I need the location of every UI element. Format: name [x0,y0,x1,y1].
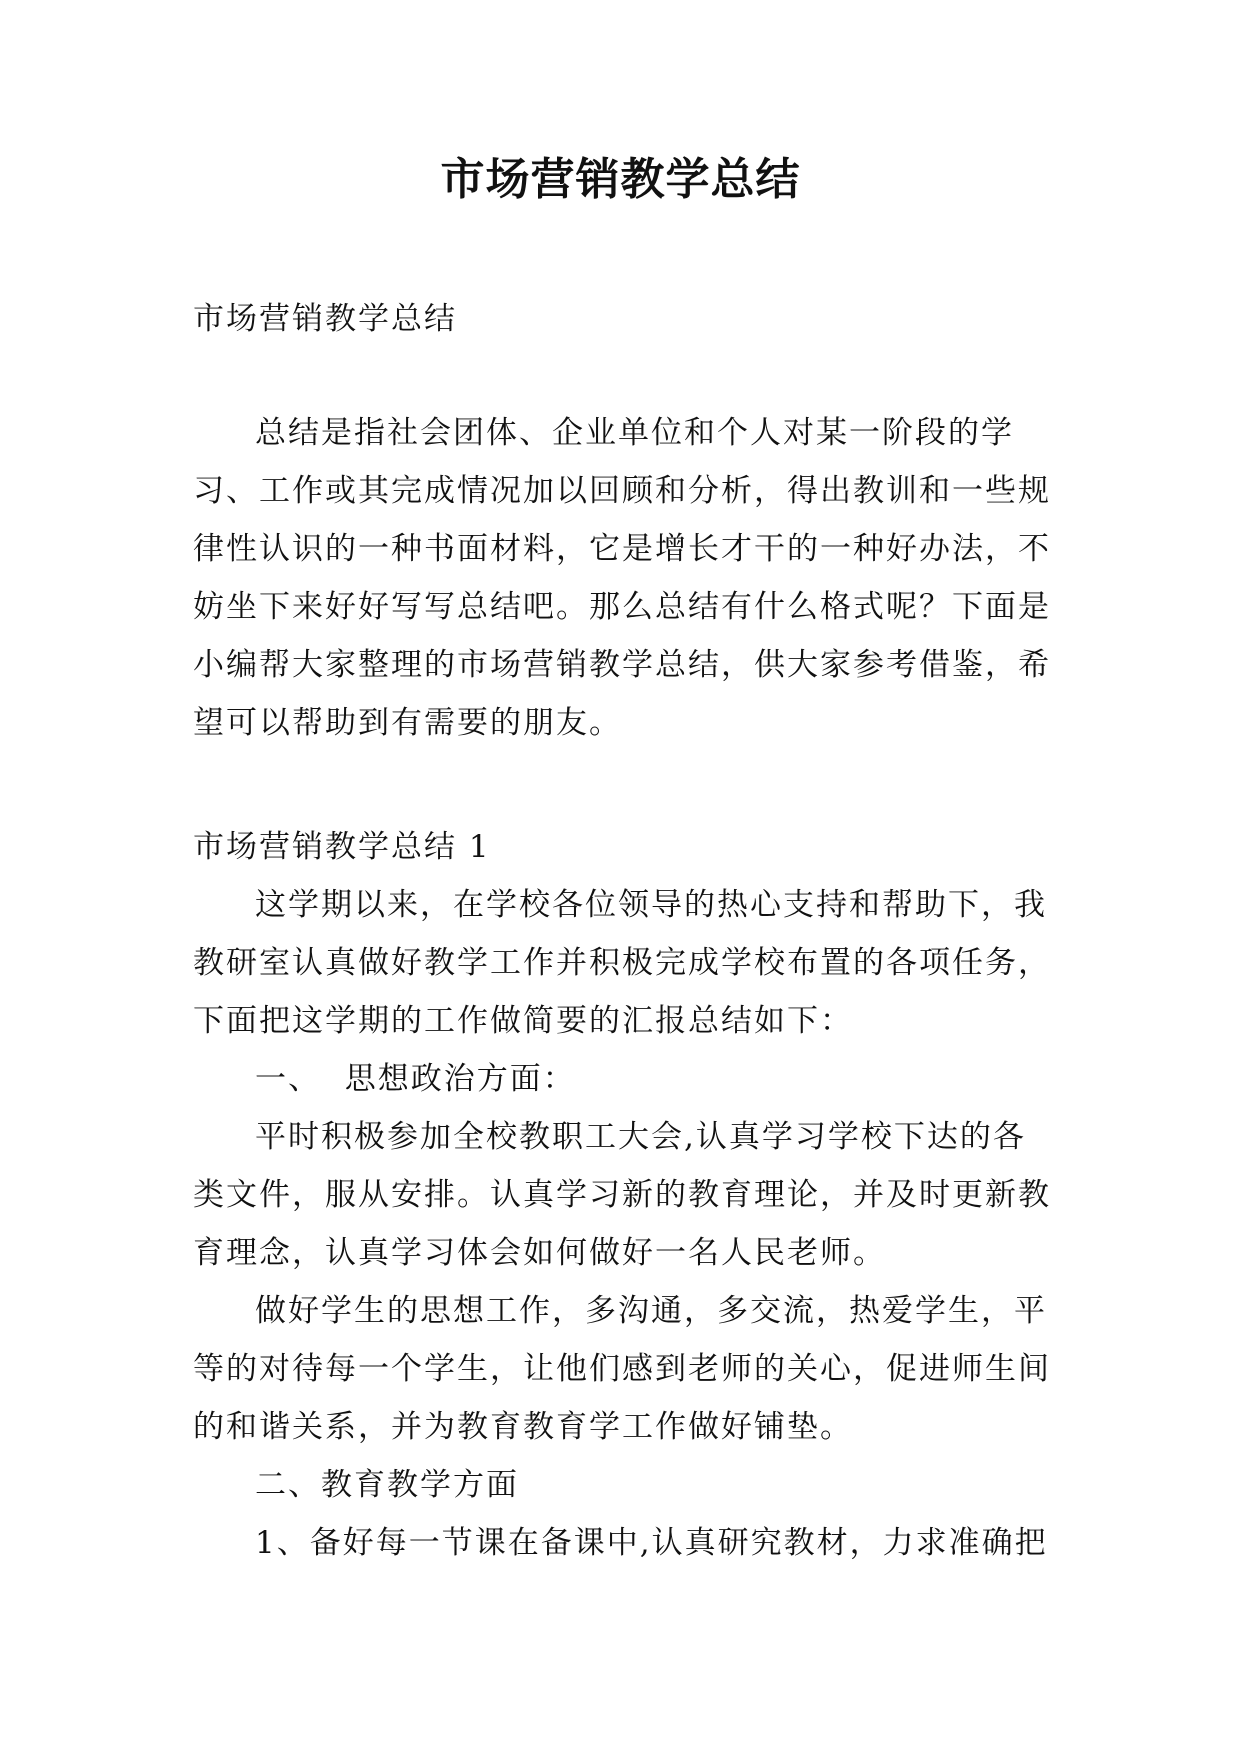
part-2-heading: 二、教育教学方面 [255,1467,519,1503]
section-1-opening-paragraph: 这学期以来，在学校各位领导的热心支持和帮助下，我教研室认真做好教学工作并积极完成学校布置的各项任务，下面把这学期的工作做简要的汇报总结如下： [193,887,1051,1039]
document-subtitle: 市场营销教学总结 [193,301,457,337]
part-2-item-1: 1、备好每一节课在备课中,认真研究教材，力求准确把 [255,1525,1048,1561]
intro-paragraph: 总结是指社会团体、企业单位和个人对某一阶段的学习、工作或其完成情况加以回顾和分析，得出教训和一些规律性认识的一种书面材料，它是增长才干的一种好办法，不妨坐下来好好写写总结吧。那么总结有什么格式呢？下面是小编帮大家整理的市场营销教学总结，供大家参考借鉴，希望可以帮助到有需要的朋友。 [193,415,1051,741]
intro-paragraph-block [193,404,1055,752]
section-1-heading: 市场营销教学总结 1 [193,829,491,865]
part-1-paragraph-2: 做好学生的思想工作，多沟通，多交流，热爱学生，平等的对待每一个学生，让他们感到老师的关心，促进师生间的和谐关系，并为教育教育学工作做好铺垫。 [193,1293,1051,1445]
intro-heading-block [193,290,1055,348]
section-1 [193,818,1055,1572]
part-1-paragraph-1: 平时积极参加全校教职工大会,认真学习学校下达的各类文件，服从安排。认真学习新的教育理论，并及时更新教育理念，认真学习体会如何做好一名人民老师。 [193,1119,1051,1271]
document-title: 市场营销教学总结 [440,154,801,205]
part-1-heading: 一、 思想政治方面： [255,1061,576,1097]
